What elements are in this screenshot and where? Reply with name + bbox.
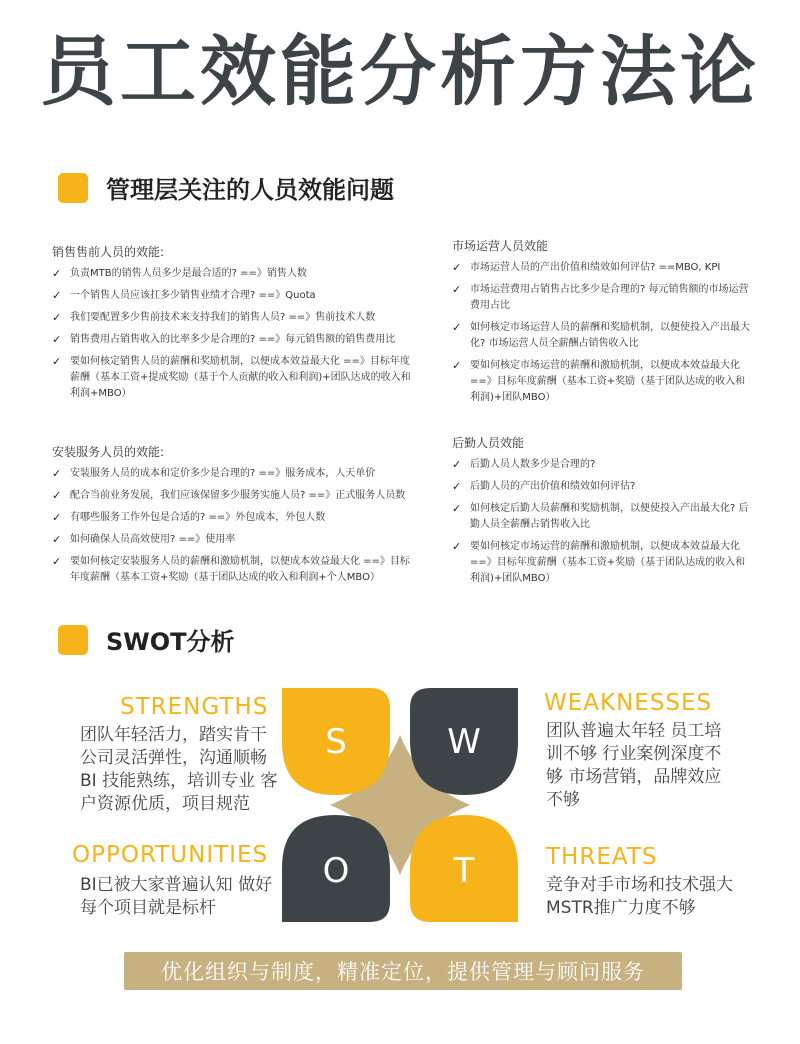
list-item [52,466,417,482]
list-item [52,310,417,326]
block-backoffice [452,434,752,593]
section-header-swot [58,622,235,657]
strengths-text: 团队年轻活力，踏实肯干 公司灵活弹性，沟通顺畅 BI 技能熟练，培训专业 客户资源优质，项目规范 [80,725,278,814]
strengths-label: STRENGTHS [120,694,269,720]
list-item [452,457,752,473]
list-item-text: 要如何核定安装服务人员的薪酬和激励机制，以便成本效益最大化 ==》目标年度薪酬（基本工资+奖励（基于团队达成的收入和利润+个人MBO） [70,556,410,583]
s-letter: S [325,722,347,762]
check-icon: ✓ [52,355,62,368]
list-item-text: 有哪些服务工作外包是合适的? ==》外包成本，外包人数 [70,512,326,523]
check-icon: ✓ [52,267,62,280]
list-item-text: 我们要配置多少售前技术来支持我们的销售人员? ==》售前技术人数 [70,312,376,323]
check-icon: ✓ [452,502,462,515]
section-title: SWOT分析 [106,628,235,656]
list-item-text: 要如何核定销售人员的薪酬和奖励机制，以便成本效益最大化 ==》目标年度薪酬（基本工资+提成奖励（基于个人贡献的收入和利润)+团队达成的收入和利润+MBO） [70,356,411,399]
section-title: 管理层关注的人员效能问题 [106,176,394,204]
list-item-text: 安装服务人员的成本和定价多少是合理的? ==》服务成本，人天单价 [70,468,376,479]
list-item [452,282,752,314]
check-icon: ✓ [52,511,62,524]
check-icon: ✓ [52,311,62,324]
t-letter: T [453,851,475,891]
check-icon: ✓ [452,261,462,274]
block-title: 后勤人员效能 [452,436,525,450]
w-letter: W [447,722,481,762]
threats-label: THREATS [546,844,658,870]
banner-text: 优化组织与制度，精准定位，提供管理与顾问服务 [161,960,645,984]
block-title: 市场运营人员效能 [452,239,549,253]
footer-banner [124,952,682,990]
check-icon: ✓ [452,458,462,471]
list-item-text: 要如何核定市场运营的薪酬和激励机制，以便成本效益最大化 ==》目标年度薪酬（基本工资+奖励（基于团队达成的收入和利润)+团队MBO） [470,541,746,584]
check-icon: ✓ [452,359,462,372]
list-item-text: 如何核定市场运营人员的薪酬和奖励机制，以便使投入产出最大化? 市场运营人员全薪酬占销售收入比 [470,322,750,349]
check-icon: ✓ [452,540,462,553]
block-title: 销售售前人员的效能: [52,245,165,259]
list-item-text: 后勤人员的产出价值和绩效如何评估? [470,481,636,492]
page-title: 员工效能分析方法论 [40,27,760,116]
list-item [452,320,752,352]
list-item [452,501,752,533]
list-item-text: 市场运营人员的产出价值和绩效如何评估? ==MBO, KPI [470,262,721,273]
weaknesses-label: WEAKNESSES [544,690,713,716]
list-item [52,510,417,526]
opportunities-text: BI已被大家普遍认知 做好每个项目就是标杆 [80,875,273,918]
square-marker-icon [58,625,88,655]
list-item-text: 配合当前业务发展，我们应该保留多少服务实施人员? ==》正式服务人员数 [70,490,406,501]
check-icon: ✓ [52,289,62,302]
check-icon: ✓ [52,333,62,346]
list-item [52,288,417,304]
o-letter: O [322,851,350,891]
list-item-text: 要如何核定市场运营的薪酬和激励机制，以便成本效益最大化 ==》目标年度薪酬（基本工资+奖励（基于团队达成的收入和利润)+团队MBO） [470,360,746,403]
section-header-management [58,170,394,205]
square-marker-icon [58,173,88,203]
list-item [452,539,752,587]
list-item-text: 如何确保人员高效使用? ==》使用率 [70,534,236,545]
threats-text: 竞争对手市场和技术强大 MSTR推广力度不够 [546,875,733,918]
list-item-text: 如何核定后勤人员薪酬和奖励机制，以便使投入产出最大化? 后勤人员全薪酬占销售收入比 [470,503,749,530]
opportunities-label: OPPORTUNITIES [72,842,269,868]
list-item [52,266,417,282]
list-item [452,358,752,406]
check-icon: ✓ [452,321,462,334]
list-item-text: 销售费用占销售收入的比率多少是合理的? ==》每元销售额的销售费用比 [70,334,396,345]
list-item [52,488,417,504]
check-icon: ✓ [52,555,62,568]
check-icon: ✓ [52,489,62,502]
check-icon: ✓ [52,533,62,546]
list-item [52,332,417,348]
list-item-text: 负责MTB的销售人员多少是最合适的? ==》销售人数 [70,268,307,279]
list-item [52,554,417,586]
list-item-text: 市场运营费用占销售占比多少是合理的? 每元销售额的市场运营费用占比 [470,284,749,311]
block-sales [52,243,417,408]
block-marketing [452,237,752,412]
list-item-text: 一个销售人员应该扛多少销售业绩才合理? ==》Quota [70,290,316,301]
list-item [452,479,752,495]
block-service [52,443,417,592]
weaknesses-text: 团队普遍太年轻 员工培训不够 行业案例深度不够 市场营销，品牌效应不够 [546,721,722,810]
check-icon: ✓ [452,480,462,493]
swot-diagram [270,670,530,940]
check-icon: ✓ [52,467,62,480]
block-title: 安装服务人员的效能: [52,445,165,459]
list-item-text: 后勤人员人数多少是合理的? [470,459,596,470]
check-icon: ✓ [452,283,462,296]
list-item [452,260,752,276]
list-item [52,354,417,402]
list-item [52,532,417,548]
